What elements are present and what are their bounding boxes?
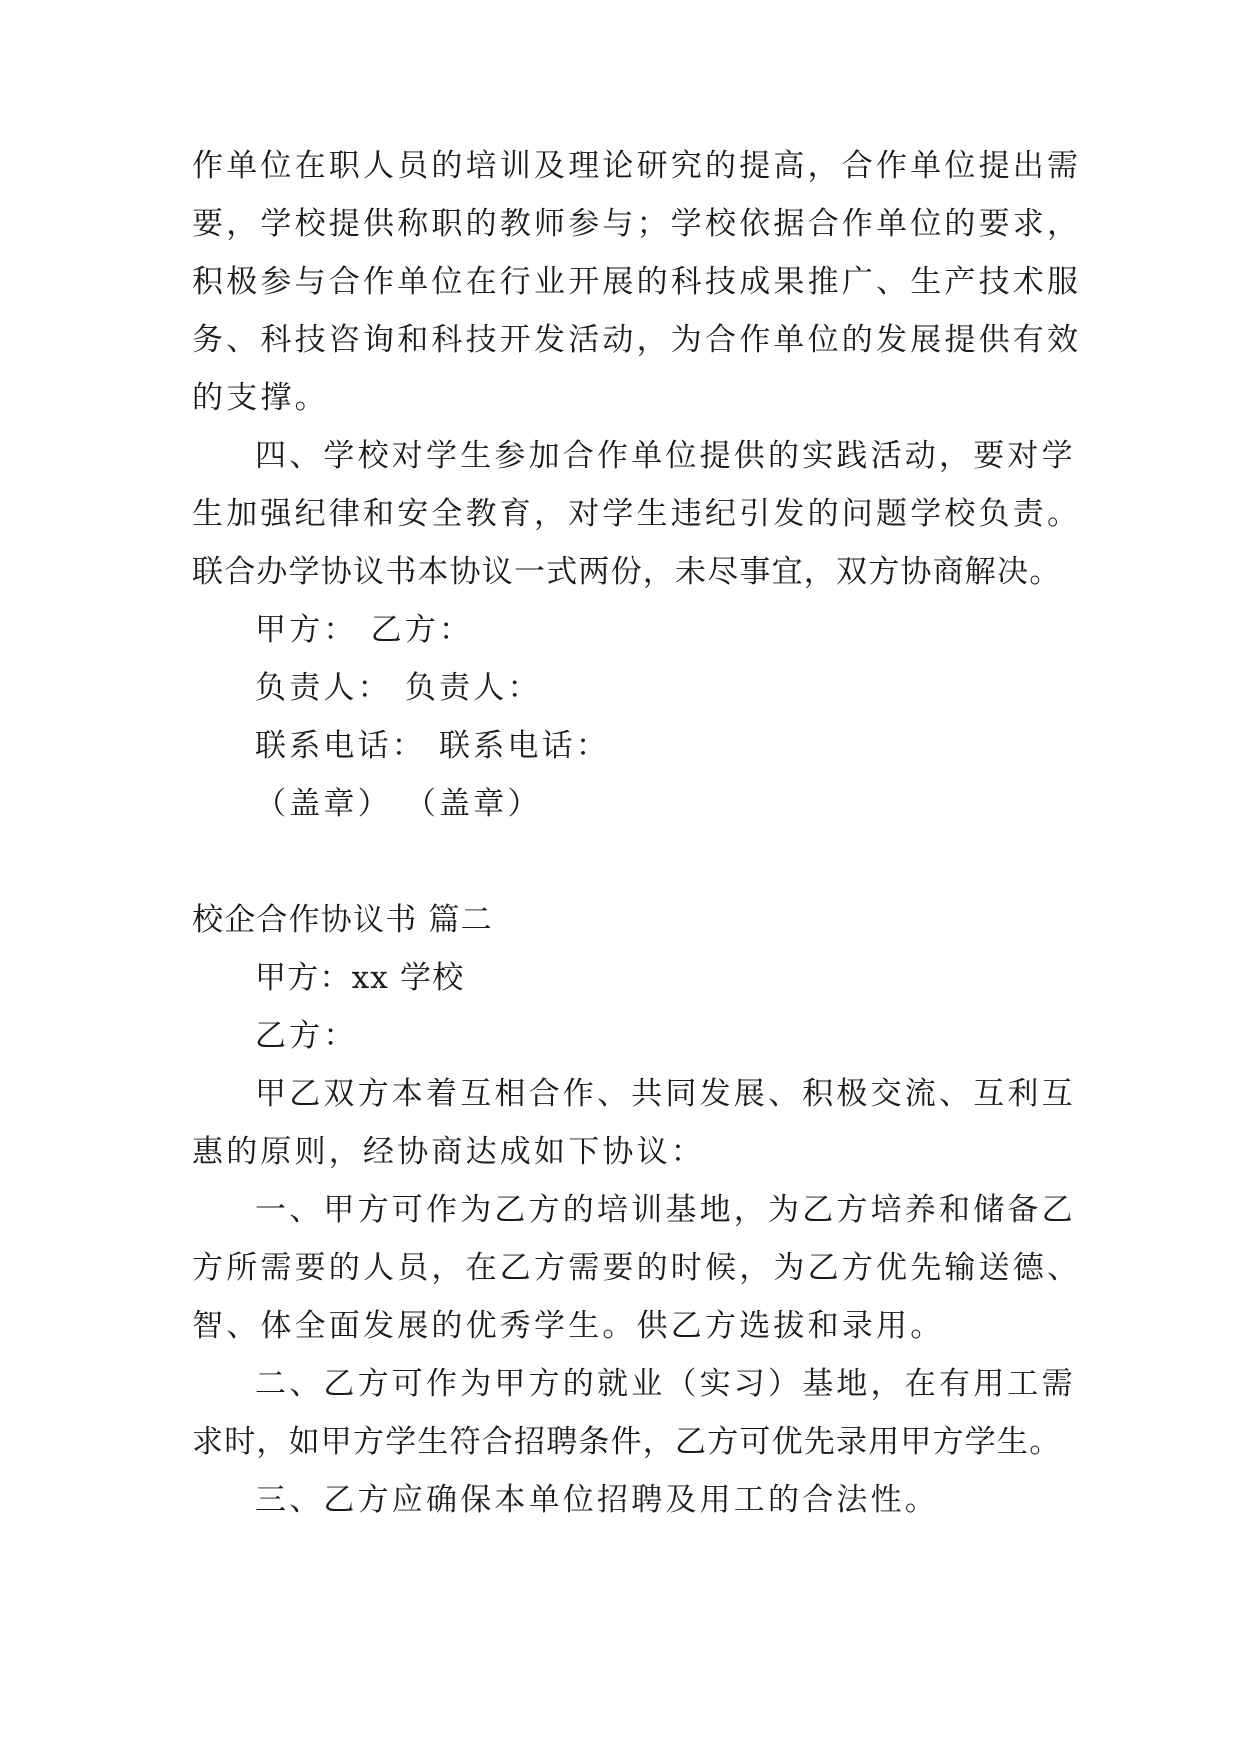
signature-parties: 甲方： 乙方： (255, 612, 474, 648)
paragraph-line: 务、科技咨询和科技开发活动，为合作单位的发展提供有效 (192, 322, 1082, 358)
paragraph-line: 作单位在职人员的培训及理论研究的提高，合作单位提出需 (192, 148, 1082, 184)
signature-seal: （盖章） （盖章） (255, 786, 542, 822)
paragraph-line: 的支撑。 (192, 380, 329, 416)
paragraph-line: 四、学校对学生参加合作单位提供的实践活动，要对学 (255, 438, 1076, 474)
paragraph-line: 智、体全面发展的优秀学生。供乙方选拔和录用。 (192, 1308, 945, 1344)
paragraph-line: 惠的原则，经协商达成如下协议： (192, 1134, 705, 1170)
paragraph-line: 要，学校提供称职的教师参与；学校依据合作单位的要求， (192, 206, 1082, 242)
paragraph-line: 甲乙双方本着互相合作、共同发展、积极交流、互利互 (255, 1076, 1076, 1112)
paragraph-line: 三、乙方应确保本单位招聘及用工的合法性。 (255, 1482, 939, 1518)
signature-phone: 联系电话： 联系电话： (255, 728, 611, 764)
party-b: 乙方： (255, 1018, 358, 1054)
paragraph-line: 一、甲方可作为乙方的培训基地，为乙方培养和储备乙 (255, 1192, 1076, 1228)
section-title: 校企合作协议书 篇二 (192, 902, 493, 938)
signature-responsible: 负责人： 负责人： (255, 670, 542, 706)
paragraph-line: 积极参与合作单位在行业开展的科技成果推广、生产技术服 (192, 264, 1082, 300)
paragraph-line: 生加强纪律和安全教育，对学生违纪引发的问题学校负责。 (192, 496, 1082, 532)
paragraph-line: 求时，如甲方学生符合招聘条件，乙方可优先录用甲方学生。 (192, 1424, 1062, 1460)
paragraph-line: 方所需要的人员，在乙方需要的时候，为乙方优先输送德、 (192, 1250, 1082, 1286)
party-a: 甲方：xx 学校 (255, 960, 465, 996)
paragraph-line: 二、乙方可作为甲方的就业（实习）基地，在有用工需 (255, 1366, 1076, 1402)
paragraph-line: 联合办学协议书本协议一式两份，未尽事宜，双方协商解决。 (192, 554, 1062, 590)
